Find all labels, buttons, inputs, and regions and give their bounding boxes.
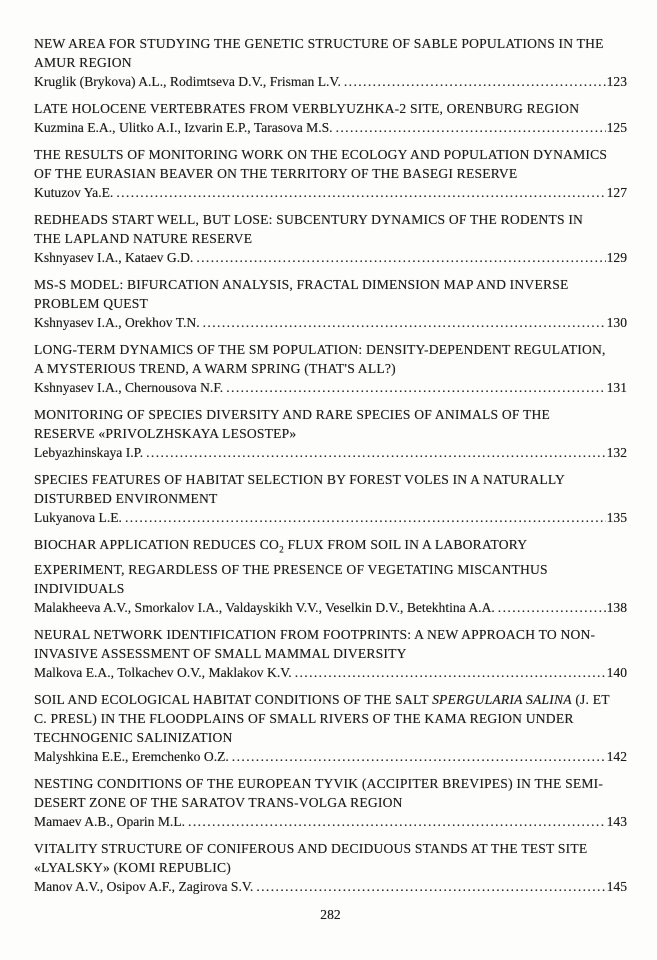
dot-leader [498, 598, 606, 617]
title-segment: THE RESULTS OF MONITORING WORK ON THE ECOLOGY AND POPULATION DYNAMICS OF THE EURASIAN BEAVER ON THE TERRITORY OF THE BASEGI RESERVE [34, 147, 608, 181]
title-segment: LATE HOLOCENE VERTEBRATES FROM VERBLYUZHKA-2 SITE, ORENBURG REGION [34, 101, 580, 116]
toc-entry [34, 34, 627, 91]
title-segment: 2 [279, 544, 284, 555]
dot-leader [116, 183, 605, 202]
entry-title [34, 690, 627, 747]
toc-entry [34, 405, 627, 462]
title-segment: SPECIES FEATURES OF HABITAT SELECTION BY FOREST VOLES IN A NATURALLY DISTURBED ENVIRONMENT [34, 472, 565, 506]
title-segment: MONITORING OF SPECIES DIVERSITY AND RARE SPECIES OF ANIMALS OF THE RESERVE «PRIVOLZHSKAYA LESOSTEP» [34, 407, 550, 441]
dot-leader [146, 443, 606, 462]
entry-authors-line [34, 812, 627, 831]
entry-title [34, 210, 627, 248]
entry-authors-line [34, 443, 627, 462]
entry-page-number: 129 [606, 250, 627, 265]
entry-authors: Manov A.V., Osipov A.F., Zagirova S.V. [34, 878, 254, 894]
dot-leader [232, 747, 606, 766]
toc-entry [34, 839, 627, 896]
title-segment: NESTING CONDITIONS OF THE EUROPEAN TYVIK (ACCIPITER BREVIPES) IN THE SEMI-DESERT ZONE OF THE SARATOV TRANS-VOLGA REGION [34, 775, 604, 810]
title-segment: LONG-TERM DYNAMICS OF THE SM POPULATION: DENSITY-DEPENDENT REGULATION, A MYSTERIOUS TREND, A WARM SPRING (THAT'S ALL?) [34, 342, 606, 376]
entry-title [34, 625, 627, 663]
entry-page-number: 138 [606, 599, 627, 615]
entry-title [34, 99, 627, 118]
entry-authors-line [34, 183, 627, 202]
toc-entry [34, 210, 627, 267]
dot-leader [203, 313, 606, 332]
entry-page-number: 145 [606, 878, 627, 894]
title-segment: MS-S MODEL: BIFURCATION ANALYSIS, FRACTAL DIMENSION MAP AND INVERSE PROBLEM QUEST [34, 277, 569, 311]
entry-page-number: 131 [606, 380, 627, 395]
page-footer [34, 905, 627, 924]
entry-page-number: 123 [606, 74, 627, 89]
entry-page-number: 130 [606, 315, 627, 330]
entry-authors: Mamaev A.B., Oparin M.L. [34, 813, 186, 829]
entry-title [34, 839, 627, 877]
entry-authors: Kshnyasev I.A., Orekhov T.N. [34, 315, 200, 330]
title-segment: REDHEADS START WELL, BUT LOSE: SUBCENTURY DYNAMICS OF THE RODENTS IN THE LAPLAND NATURE RESERVE [34, 212, 584, 246]
entry-authors-line [34, 378, 627, 397]
entry-authors: Lebyazhinskaya I.P. [34, 445, 144, 460]
entry-title [34, 405, 627, 443]
toc-entry [34, 275, 627, 332]
entry-page-number: 143 [606, 813, 627, 829]
toc-entry [34, 340, 627, 397]
dot-leader [125, 508, 606, 527]
entry-authors-line [34, 598, 627, 617]
entry-authors-line [34, 248, 627, 267]
entry-authors: Malkova E.A., Tolkachev O.V., Maklakov K.V. [34, 664, 292, 680]
dot-leader [226, 378, 605, 397]
entry-authors-line [34, 313, 627, 332]
entry-authors-line [34, 747, 627, 766]
entry-authors: Kutuzov Ya.E. [34, 185, 114, 200]
toc-entry [34, 774, 627, 831]
dot-leader [336, 118, 606, 137]
title-segment: SOIL AND ECOLOGICAL HABITAT CONDITIONS OF THE SALT [34, 691, 433, 707]
entry-authors-line [34, 118, 627, 137]
dot-leader [188, 812, 606, 831]
toc-list [34, 34, 627, 896]
entry-page-number: 142 [606, 748, 627, 764]
dot-leader [256, 877, 605, 896]
title-segment: SPERGULARIA SALINA [432, 691, 572, 707]
entry-page-number: 135 [606, 510, 627, 525]
title-segment: (J. ET C. PRESL) IN THE FLOODPLAINS OF SMALL RIVERS OF THE KAMA REGION UNDER TECHNOGENIC SALINIZATION [34, 691, 610, 745]
entry-authors: Kuzmina E.A., Ulitko A.I., Izvarin E.P., Tarasova M.S. [34, 120, 333, 135]
entry-authors: Malyshkina E.E., Eremchenko O.Z. [34, 748, 229, 764]
title-segment: NEURAL NETWORK IDENTIFICATION FROM FOOTPRINTS: A NEW APPROACH TO NON-INVASIVE ASSESSMENT OF SMALL MAMMAL DIVERSITY [34, 626, 596, 661]
toc-entry [34, 535, 627, 617]
entry-authors-line [34, 72, 627, 91]
title-segment: FLUX FROM SOIL IN A LABORATORY EXPERIMENT, REGARDLESS OF THE PRESENCE OF VEGETATING MISCANTHUS INDIVIDUALS [34, 537, 548, 596]
dot-leader [344, 72, 606, 91]
entry-title [34, 145, 627, 183]
title-segment: BIOCHAR APPLICATION REDUCES CO [34, 537, 280, 552]
toc-entry [34, 625, 627, 682]
toc-entry [34, 145, 627, 202]
entry-page-number: 140 [606, 664, 627, 680]
dot-leader [196, 248, 605, 267]
entry-authors-line [34, 508, 627, 527]
entry-authors-line [34, 663, 627, 682]
entry-title [34, 34, 627, 72]
dot-leader [295, 663, 606, 682]
entry-page-number: 132 [606, 445, 627, 460]
entry-authors: Lukyanova L.E. [34, 510, 122, 525]
entry-authors: Kruglik (Brykova) A.L., Rodimtseva D.V., Frisman L.V. [34, 74, 341, 89]
entry-title [34, 275, 627, 313]
entry-authors: Kshnyasev I.A., Kataev G.D. [34, 250, 194, 265]
entry-authors: Kshnyasev I.A., Chernousova N.F. [34, 380, 224, 395]
entry-title [34, 774, 627, 812]
entry-page-number: 127 [606, 185, 627, 200]
entry-title [34, 340, 627, 378]
toc-entry [34, 690, 627, 766]
toc-entry [34, 99, 627, 137]
footer-page-number: 282 [320, 906, 341, 922]
entry-authors: Malakheeva A.V., Smorkalov I.A., Valdayskikh V.V., Veselkin D.V., Betekhtina A.A. [34, 599, 495, 615]
toc-entry [34, 470, 627, 527]
entry-page-number: 125 [606, 120, 627, 135]
title-segment: NEW AREA FOR STUDYING THE GENETIC STRUCTURE OF SABLE POPULATIONS IN THE AMUR REGION [34, 36, 604, 70]
entry-title [34, 470, 627, 508]
entry-authors-line [34, 877, 627, 896]
entry-title [34, 535, 627, 598]
title-segment: VITALITY STRUCTURE OF CONIFEROUS AND DECIDUOUS STANDS AT THE TEST SITE «LYALSKY» (KOMI REPUBLIC) [34, 840, 588, 875]
